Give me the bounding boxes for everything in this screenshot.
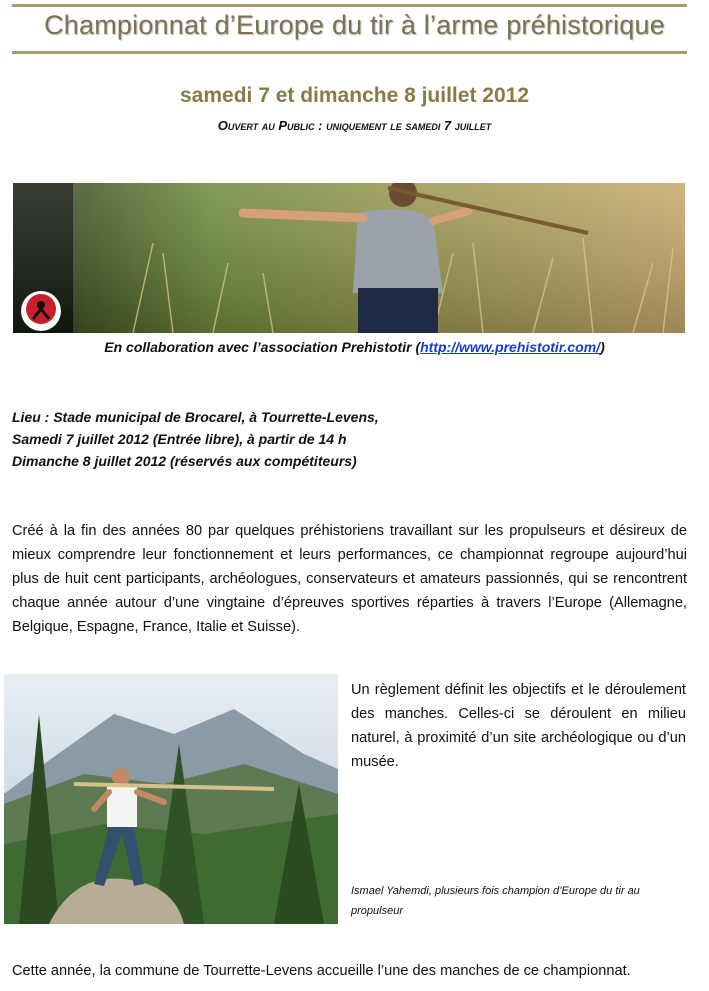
event-details	[12, 406, 379, 472]
rules-paragraph: Un règlement définit les objectifs et le déroulement des manches. Celles-ci se déroulent en milieu naturel, à proximité d’un site archéologique ou d’un musée.	[351, 682, 686, 770]
location-line: Lieu : Stade municipal de Brocarel, à Tourrette-Levens,	[12, 409, 379, 425]
collaboration-line	[0, 339, 709, 355]
prehistotir-link[interactable]: http://www.prehistotir.com/	[420, 339, 601, 355]
collab-text: En collaboration avec l’association Prehistotir (	[104, 339, 421, 355]
top-rule	[12, 4, 687, 7]
sunday-line: Dimanche 8 juillet 2012 (réservés aux compétiteurs)	[12, 453, 357, 469]
collab-close: )	[600, 339, 605, 355]
banner-photo-archer	[13, 183, 685, 333]
champion-photo	[4, 674, 338, 924]
intro-paragraph: Créé à la fin des années 80 par quelques préhistoriens travaillant sur les propulseurs et désireux de mieux comprendre leur fonctionnement et leurs performances, ce championnat regroupe aujourd’hui plus de huit cent participants, archéologues, conservateurs et amateurs passionnés, qui se rencontrent chaque année autour d’une vingtaine d’épreuves sportives réparties à travers l’Europe (Allemagne, Belgique, Espagne, France, Italie et Suisse).	[12, 523, 687, 635]
closing-line: Cette année, la commune de Tourrette-Levens accueille l’une des manches de ce championnat.	[12, 963, 631, 979]
photo-caption: Ismael Yahemdi, plusieurs fois champion d’Europe du tir au propulseur	[351, 885, 640, 917]
page-title: Championnat d’Europe du tir à l’arme préhistorique	[44, 10, 665, 40]
title-rule	[12, 51, 687, 54]
public-opening-note: Ouvert au Public : uniquement le samedi 7 juillet	[217, 118, 492, 133]
event-date: samedi 7 et dimanche 8 juillet 2012	[180, 84, 529, 107]
saturday-line: Samedi 7 juillet 2012 (Entrée libre), à partir de 14 h	[12, 431, 347, 447]
